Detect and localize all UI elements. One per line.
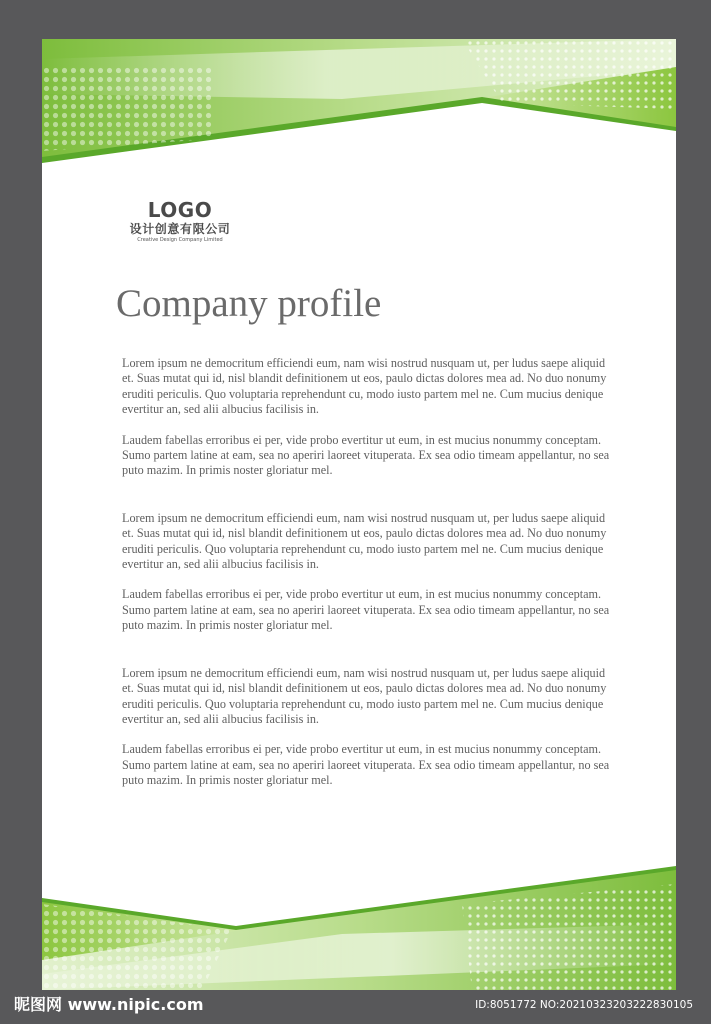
watermark-id: ID:8051772 NO:20210323203222830105 <box>475 999 693 1011</box>
paragraph: Lorem ipsum ne democritum efficiendi eum, nam wisi nostrud nusquam ut, per ludus saepe aliquid et. Suas mutat qui id, nisl blandit definitionem ut eos, paulo dictas dolores mea ad. No duo nonumy eruditi periculis. Quo voluptaria reprehendunt cu, modo iusto partem mel ne. Cum mucius denique evertitur an, sed alii albucius facilisis in. <box>122 356 607 417</box>
bottom-green-banner <box>42 864 676 990</box>
text-section <box>122 356 612 479</box>
top-green-banner <box>42 39 676 169</box>
page-title: Company profile <box>116 282 382 325</box>
company-name-cn: 设计创意有限公司 <box>129 222 231 236</box>
letterhead-page <box>42 39 676 990</box>
paragraph: Lorem ipsum ne democritum efficiendi eum, nam wisi nostrud nusquam ut, per ludus saepe aliquid et. Suas mutat qui id, nisl blandit definitionem ut eos, paulo dictas dolores mea ad. No duo nonumy eruditi periculis. Quo voluptaria reprehendunt cu, modo iusto partem mel ne. Cum mucius denique evertitur an, sed alii albucius facilisis in. <box>122 665 607 726</box>
text-section <box>122 511 612 634</box>
paragraph: Lorem ipsum ne democritum efficiendi eum, nam wisi nostrud nusquam ut, per ludus saepe aliquid et. Suas mutat qui id, nisl blandit definitionem ut eos, paulo dictas dolores mea ad. No duo nonumy eruditi periculis. Quo voluptaria reprehendunt cu, modo iusto partem mel ne. Cum mucius denique evertitur an, sed alii albucius facilisis in. <box>122 510 607 572</box>
text-section <box>122 666 612 789</box>
paragraph: Laudem fabellas erroribus ei per, vide probo evertitur ut eum, in est mucius nonummy conceptam. Sumo partem latine at eam, sea no aperiri laoreet vituperata. Ex sea odio timeam appellantur, no sea puto mazim. In primis noster gloriatur mel. <box>122 587 610 633</box>
paragraph: Laudem fabellas erroribus ei per, vide probo evertitur ut eum, in est mucius nonummy conceptam. Sumo partem latine at eam, sea no aperiri laoreet vituperata. Ex sea odio timeam appellantur, no sea puto mazim. In primis noster gloriatur mel. <box>122 742 610 788</box>
company-name-en: Creative Design Company Limited <box>137 237 223 243</box>
company-logo <box>120 199 240 244</box>
document-body <box>122 356 612 789</box>
paragraph: Laudem fabellas erroribus ei per, vide probo evertitur ut eum, in est mucius nonummy conceptam. Sumo partem latine at eam, sea no aperiri laoreet vituperata. Ex sea odio timeam appellantur, no sea puto mazim. In primis noster gloriatur mel. <box>122 432 610 478</box>
watermark-site: 昵图网 www.nipic.com <box>14 995 204 1014</box>
logo-mark: LOGO <box>147 198 213 222</box>
